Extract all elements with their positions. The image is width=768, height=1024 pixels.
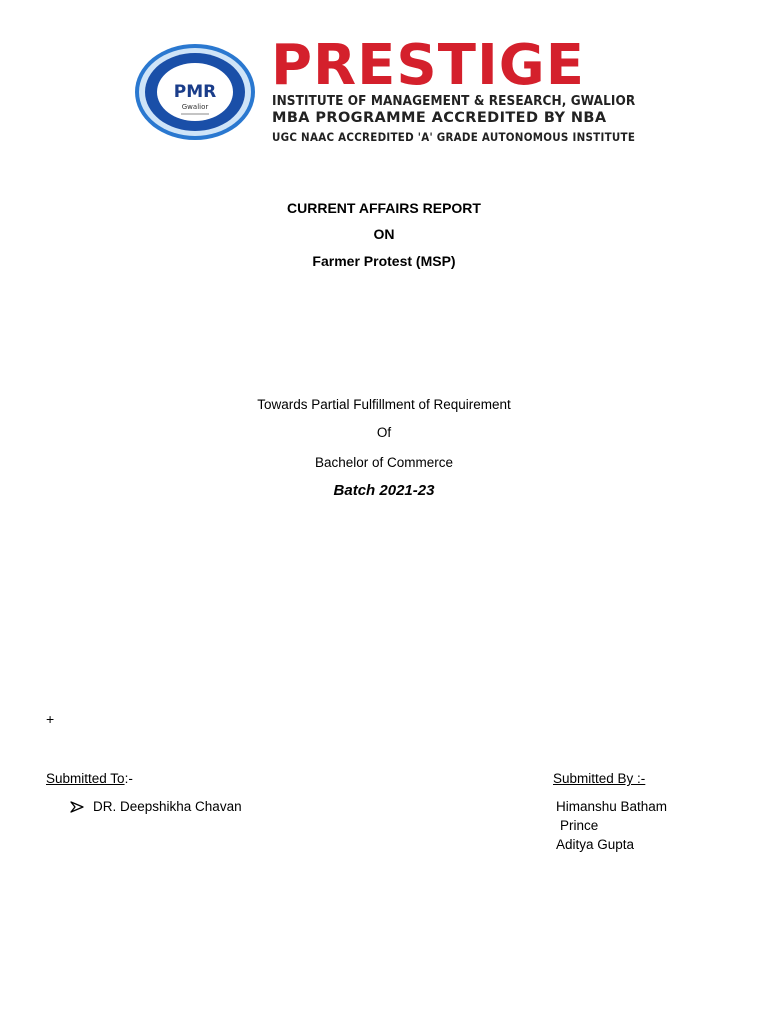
student-name: Himanshu Batham	[556, 799, 668, 814]
brand-subtitle-institute: INSTITUTE OF MANAGEMENT & RESEARCH, GWALIOR	[272, 93, 636, 109]
report-topic: Farmer Protest (MSP)	[312, 253, 456, 269]
institute-seal-logo	[133, 42, 257, 142]
brand-subtitle-accreditation: MBA PROGRAMME ACCREDITED BY NBA	[272, 110, 607, 126]
submitted-by-heading: Submitted By :-	[553, 771, 646, 786]
report-title-on: ON	[373, 226, 395, 242]
batch-label: Batch 2021-23	[333, 482, 435, 499]
plus-mark: +	[46, 711, 55, 727]
student-name: Aditya Gupta	[556, 837, 635, 852]
seal-subtext: Gwalior	[181, 103, 209, 111]
supervisor-name: DR. Deepshikha Chavan	[93, 799, 242, 814]
fulfillment-of: Of	[376, 425, 392, 440]
brand-subtitle-naac: UGC NAAC ACCREDITED 'A' GRADE AUTONOMOUS INSTITUTE	[272, 130, 636, 144]
brand-name: PRESTIGE	[271, 33, 586, 98]
submitted-to-heading	[46, 771, 133, 786]
student-name: Prince	[560, 818, 599, 833]
submitted-to-label: Submitted To	[46, 771, 125, 786]
arrow-bullet-icon	[70, 801, 84, 813]
fulfillment-text: Towards Partial Fulfillment of Requirement	[257, 397, 511, 412]
degree-name: Bachelor of Commerce	[314, 455, 454, 470]
report-title: CURRENT AFFAIRS REPORT	[287, 200, 481, 216]
submitted-to-suffix: :-	[124, 771, 133, 786]
submitted-to-item	[70, 799, 242, 814]
seal-text: PMR	[173, 82, 217, 102]
